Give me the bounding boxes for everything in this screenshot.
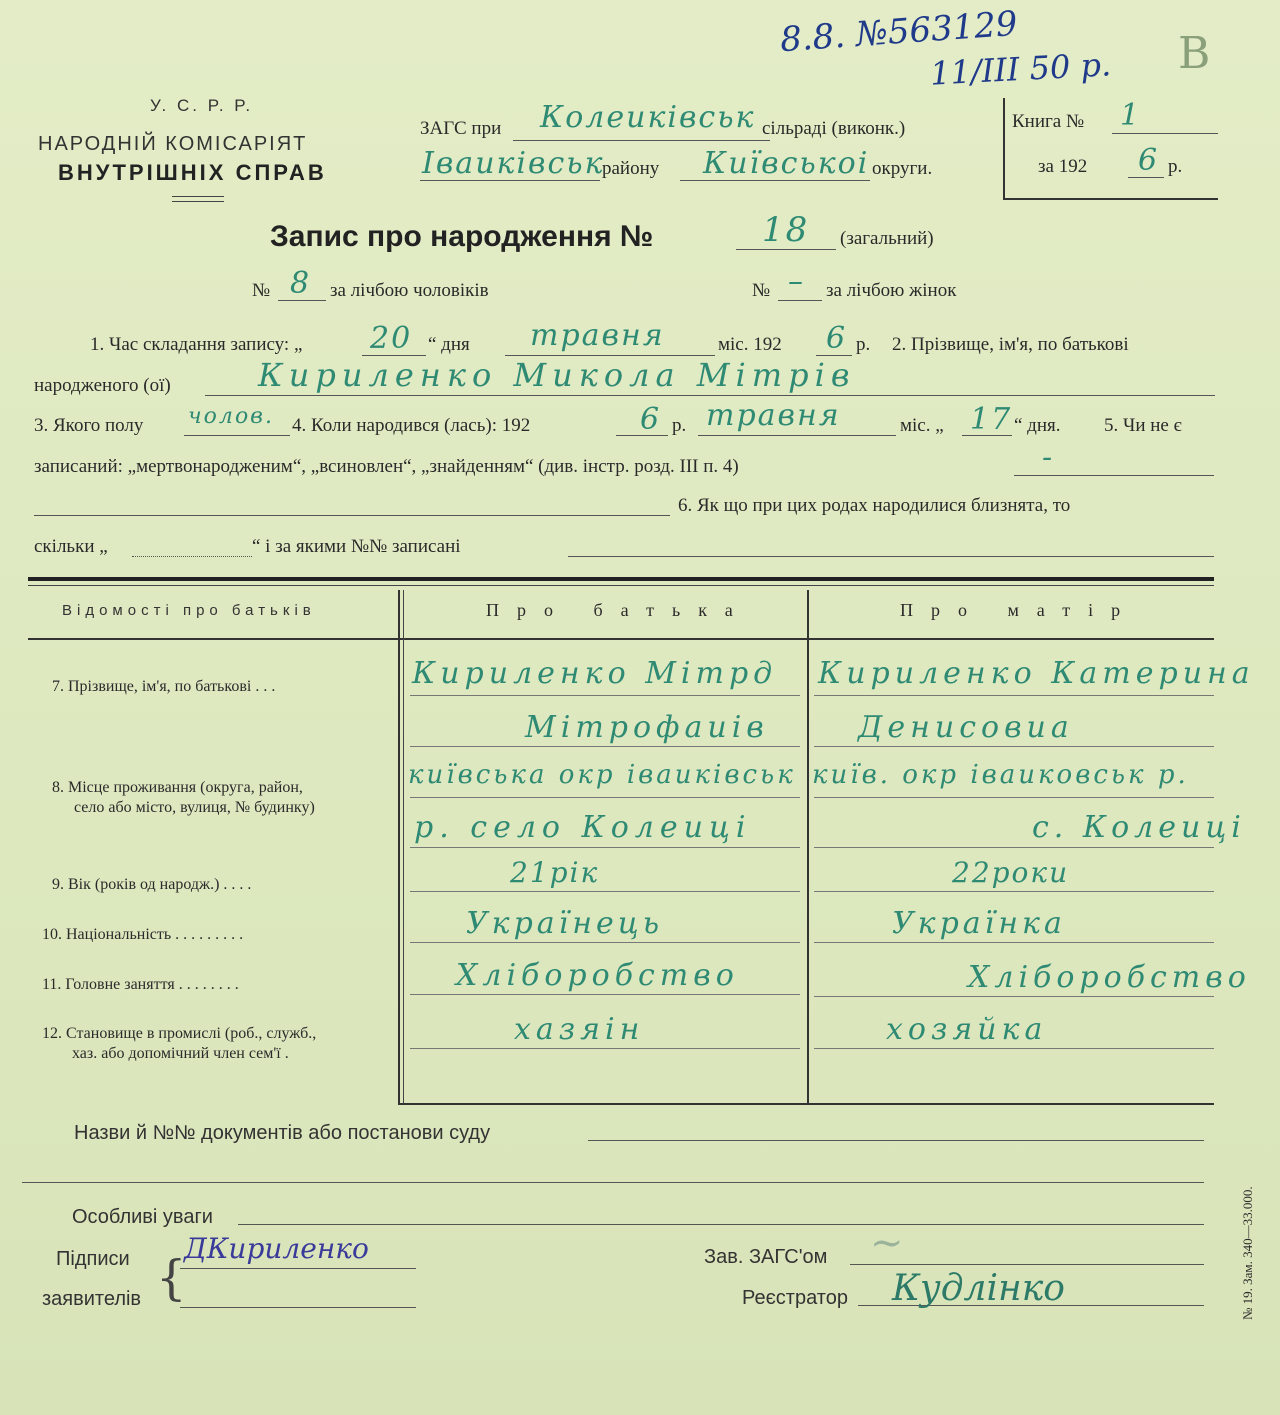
- row10-father: Українець: [466, 906, 664, 941]
- f1-month-label: міс. 192: [718, 334, 782, 355]
- women-label: за лічбою жінок: [826, 280, 957, 301]
- ministry-line2: ВНУТРІШНІХ СПРАВ: [58, 160, 327, 185]
- ministry-line1: НАРОДНІЙ КОМІСАРІЯТ: [38, 133, 308, 155]
- row8-label-2: село або місто, вулиця, № будинку): [74, 799, 315, 816]
- row11-label: 11. Головне заняття . . . . . . . .: [42, 976, 239, 993]
- f6-count-line: [132, 556, 252, 557]
- documents-line-2: [22, 1182, 1204, 1183]
- row12-father-line: [410, 1048, 800, 1049]
- applicant-signature: ДКириленко: [184, 1232, 369, 1265]
- f6-numbers-line: [568, 556, 1214, 557]
- f4-year: 6: [640, 402, 662, 437]
- f5-label-cont: записаний: „мертвонародженим“, „всиновлен“, „знайденням“ (див. інстр. розд. III п. 4): [34, 456, 739, 477]
- record-number-line: [736, 249, 836, 250]
- f4-label: 4. Коли народився (лась): 192: [292, 415, 531, 436]
- f3-line: [184, 435, 290, 436]
- f1-day-label: “ дня: [428, 334, 470, 355]
- row8-mother-1: київ. окр іваиковськ р.: [812, 760, 1189, 790]
- row9-father-line: [410, 891, 800, 892]
- f2-label-cont: народженого (ої): [34, 375, 171, 396]
- col-mother-header: Про матір: [900, 600, 1139, 620]
- district-value: Іваиківськ: [422, 146, 605, 181]
- f2-line: [205, 395, 1215, 396]
- book-number: 1: [1120, 98, 1142, 133]
- registrar-label: Реєстратор: [742, 1287, 848, 1309]
- table-top-border-thin: [28, 585, 1214, 586]
- row8-father-1: київська окр іваиківськ: [408, 760, 796, 790]
- row10-father-line: [410, 942, 800, 943]
- table-header-border: [28, 638, 1214, 640]
- corner-note-line1: 8.8. №563129: [778, 3, 1019, 61]
- f5-value: -: [1042, 440, 1055, 475]
- side-print: № 19. Зам. 340—33.000.: [1240, 1186, 1255, 1320]
- men-number: 8: [290, 266, 312, 301]
- row7-mother-line-2: [814, 746, 1214, 747]
- f4-month-line: [698, 435, 896, 436]
- okrug-line: [680, 180, 870, 181]
- col-info-header: Відомості про батьків: [62, 602, 316, 619]
- book-box-left: [1003, 98, 1005, 198]
- village-council-value: Колеиківськ: [540, 100, 756, 135]
- row9-mother: 22роки: [952, 856, 1070, 889]
- f4-day-label: “ дня.: [1014, 415, 1061, 436]
- row7-label: 7. Прізвище, ім'я, по батькові . . .: [52, 678, 276, 695]
- okrug-suffix: округи.: [872, 158, 933, 179]
- table-bottom-border: [398, 1103, 1214, 1105]
- f4-month: травня: [706, 398, 841, 433]
- row9-label: 9. Вік (років од народж.) . . . .: [52, 876, 252, 893]
- signature-brace: {: [156, 1250, 187, 1306]
- f5-line: [1014, 475, 1214, 476]
- record-number: 18: [762, 210, 810, 250]
- row8-father-line-2: [410, 847, 800, 848]
- col-father-header: Про батька: [486, 600, 751, 620]
- row8-mother-line-2: [814, 847, 1214, 848]
- row10-label: 10. Національність . . . . . . . . .: [42, 926, 244, 943]
- row7-mother-2: Денисовиа: [858, 710, 1074, 745]
- book-year-suffix: р.: [1168, 156, 1183, 177]
- f1-year-label: р.: [856, 334, 871, 355]
- row11-mother: Хліборобство: [968, 960, 1251, 995]
- row7-mother-line-1: [814, 695, 1214, 696]
- row10-mother: Українка: [892, 906, 1066, 941]
- row11-mother-line: [814, 996, 1214, 997]
- applicants-label: заявителів: [42, 1288, 142, 1310]
- record-title: Запис про народження №: [270, 220, 654, 253]
- women-number-line: [778, 300, 822, 301]
- row10-mother-line: [814, 942, 1214, 943]
- men-number-line: [278, 300, 326, 301]
- f6-label-mid: “ і за якими №№ записані: [252, 536, 461, 557]
- district-suffix: району: [602, 158, 660, 179]
- documents-line: [588, 1140, 1204, 1141]
- women-prefix: №: [752, 280, 771, 301]
- republic-label: У. С. Р. Р.: [150, 96, 254, 115]
- row11-father-line: [410, 994, 800, 995]
- ministry-underline-2: [172, 201, 224, 202]
- district-line: [420, 180, 600, 181]
- row8-father-2: р. село Колеиці: [414, 810, 752, 845]
- row9-father: 21рік: [510, 856, 600, 889]
- row7-father-line-2: [410, 746, 800, 747]
- book-number-line: [1112, 133, 1218, 134]
- record-title-suffix: (загальний): [840, 228, 934, 249]
- applicant-line: [180, 1268, 416, 1269]
- documents-label: Назви й №№ документів або постанови суду: [74, 1122, 491, 1144]
- corner-mark: В: [1178, 28, 1211, 79]
- f5-line-2: [34, 515, 670, 516]
- f1-month: травня: [530, 318, 665, 353]
- row12-father: хазяін: [514, 1012, 645, 1047]
- f2-value: Кириленко Микола Мітрів: [258, 356, 856, 394]
- row7-father-1: Кириленко Мітрд: [412, 656, 778, 691]
- table-col-divider-1b: [403, 590, 404, 1105]
- village-council-line: [513, 140, 770, 141]
- f6-label-cont: скільки „: [34, 536, 108, 557]
- row12-label-2: хаз. або допомічний член сем'ї .: [72, 1045, 289, 1062]
- f2-label: 2. Прізвище, ім'я, по батькові: [892, 334, 1129, 355]
- f1-day: 20: [370, 321, 413, 356]
- f4-month-label: міс. „: [900, 415, 944, 436]
- row8-father-line-1: [410, 797, 800, 798]
- table-col-divider-1: [398, 590, 400, 1105]
- f1-year: 6: [826, 321, 848, 356]
- zags-head-label: Зав. ЗАГС'ом: [704, 1246, 828, 1268]
- row11-father: Хліборобство: [456, 958, 739, 993]
- row8-mother-line-1: [814, 797, 1214, 798]
- table-top-border: [28, 577, 1214, 581]
- registrar-signature: Кудлінко: [892, 1268, 1065, 1309]
- row12-label-1: 12. Становище в промислі (роб., служб.,: [42, 1025, 317, 1042]
- f4-day: 17: [970, 402, 1013, 437]
- f1-label: 1. Час складання запису: „: [90, 334, 303, 355]
- men-prefix: №: [252, 280, 271, 301]
- book-box-bottom: [1003, 198, 1218, 200]
- book-year-digit: 6: [1138, 143, 1160, 178]
- signatures-label: Підписи: [56, 1248, 130, 1270]
- f4-day-line: [962, 435, 1012, 436]
- book-label: Книга №: [1012, 111, 1085, 132]
- f6-label: 6. Як що при цих родах народилися близнята, то: [678, 495, 1071, 516]
- row8-mother-2: с. Колеиці: [1032, 810, 1246, 845]
- f5-label: 5. Чи не є: [1104, 415, 1182, 436]
- okrug-value: Київськоі: [703, 146, 870, 181]
- table-col-divider-2: [807, 590, 809, 1105]
- f3-value: чолов.: [188, 404, 274, 429]
- zags-head-signature: ~: [870, 1220, 904, 1266]
- row7-mother-1: Кириленко Катерина: [818, 656, 1255, 691]
- council-suffix: сільраді (виконк.): [762, 118, 906, 139]
- book-year-line: [1128, 177, 1164, 178]
- applicant-line-2: [180, 1307, 416, 1308]
- row7-father-2: Мітрофаиів: [525, 710, 769, 745]
- row12-mother-line: [814, 1048, 1214, 1049]
- remarks-label: Особливі уваги: [72, 1206, 213, 1228]
- row9-mother-line: [814, 891, 1214, 892]
- row12-mother: хозяйка: [886, 1012, 1048, 1047]
- ministry-underline: [172, 196, 224, 197]
- row7-father-line-1: [410, 695, 800, 696]
- remarks-line: [238, 1224, 1204, 1225]
- f4-year-line: [616, 435, 668, 436]
- f3-label: 3. Якого полу: [34, 415, 144, 436]
- zags-prefix: ЗАГС при: [420, 118, 502, 139]
- women-number: –: [788, 264, 805, 299]
- men-label: за лічбою чоловіків: [330, 280, 489, 301]
- corner-note-line2: 11/ІІІ 50 р.: [929, 45, 1113, 93]
- book-year-prefix: за 192: [1038, 156, 1088, 177]
- f4-year-label: р.: [672, 415, 687, 436]
- row8-label-1: 8. Місце проживання (округа, район,: [52, 779, 303, 796]
